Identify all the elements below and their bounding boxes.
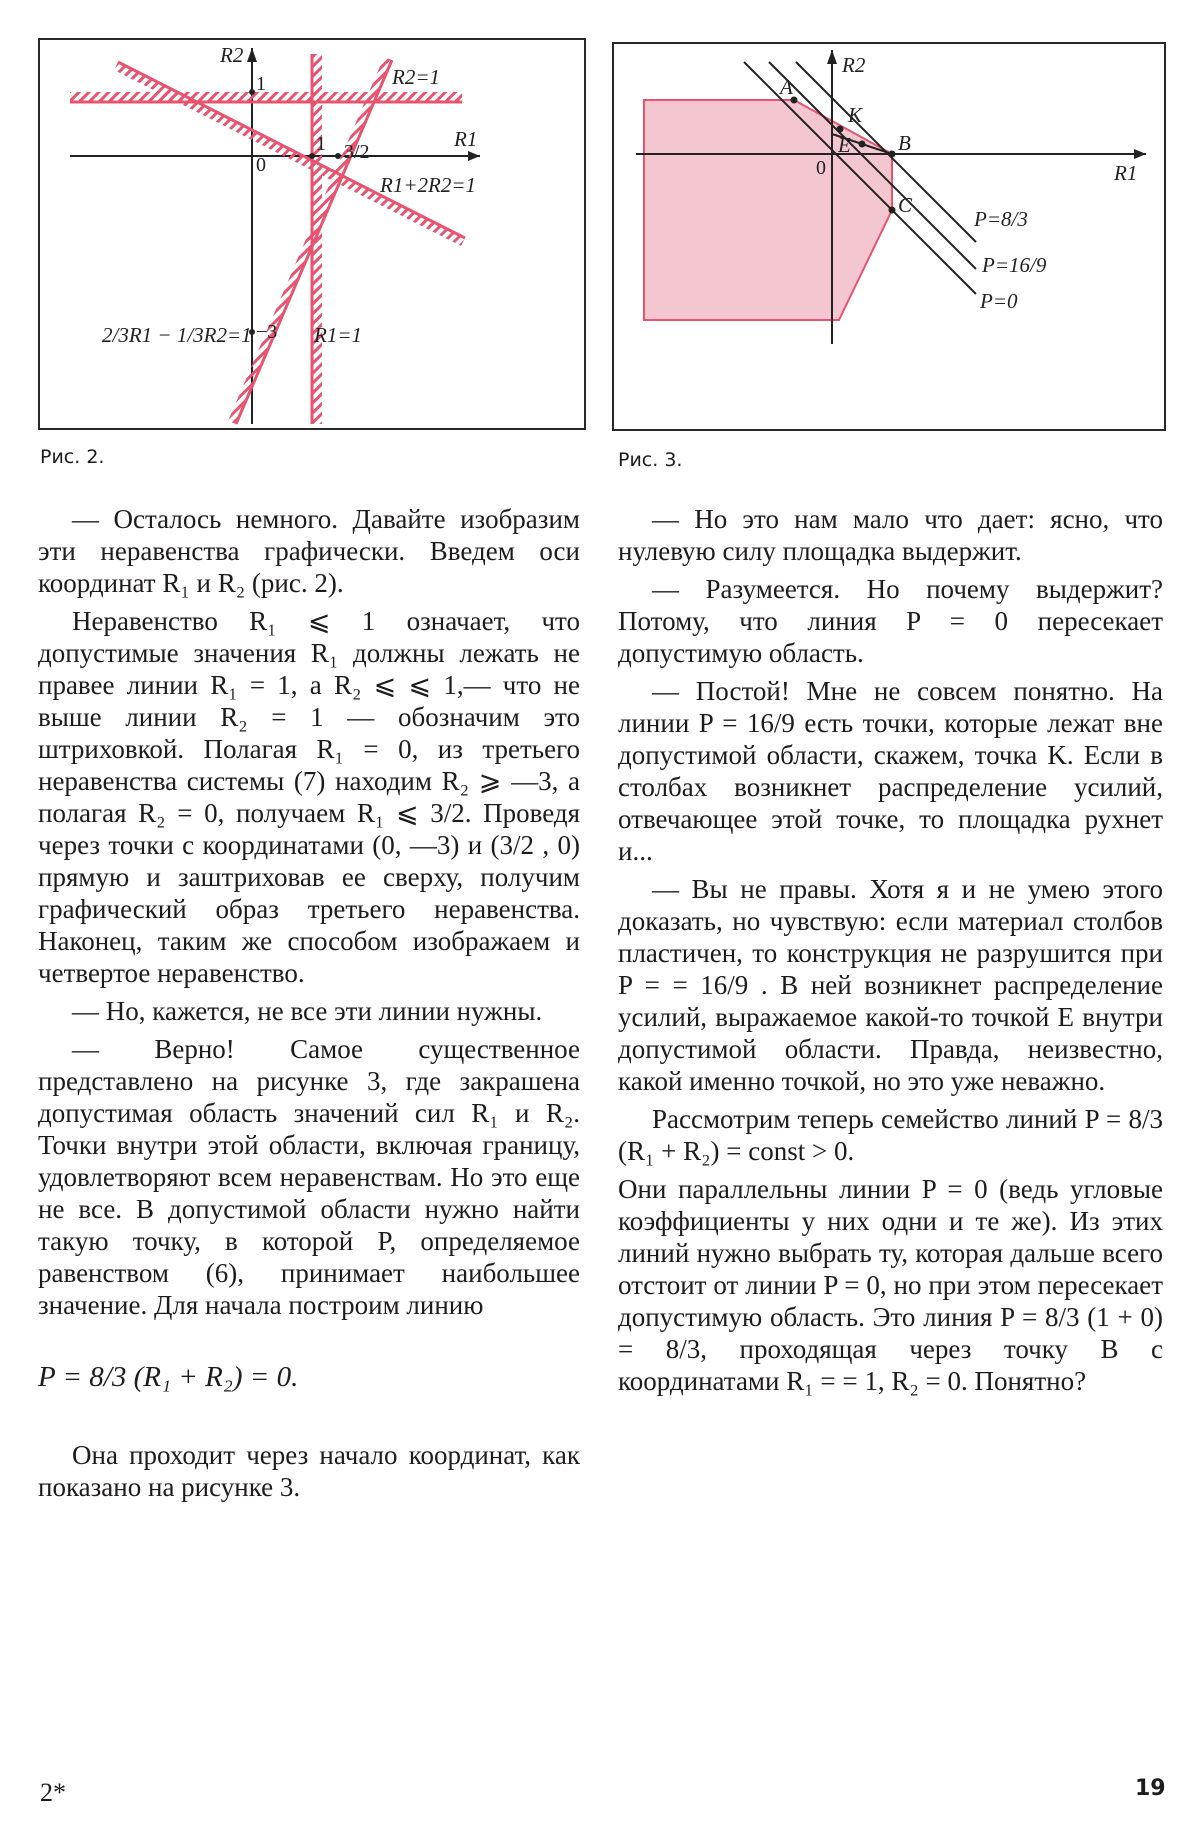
point-c xyxy=(889,207,896,214)
label-line-third: 2/3R1 − 1/3R2=1 xyxy=(102,323,252,347)
r1-axis-arrow-icon xyxy=(1134,149,1146,159)
label-point-c: C xyxy=(898,193,913,217)
label-tick-r1-three-half: 3/2 xyxy=(344,141,370,163)
label-point-e: E xyxy=(838,133,851,157)
figure-2-caption: Рис. 2. xyxy=(40,446,105,468)
label-origin: 0 xyxy=(816,157,826,179)
r1-axis-arrow-icon xyxy=(468,151,480,161)
formula-p-zero: P = 8/3 (R₁ + R₂) = 0. xyxy=(38,1361,299,1393)
right-column xyxy=(618,503,1163,1403)
page-number: 19 xyxy=(1135,1776,1166,1801)
left-paragraph-4: — Верно! Самое существенное представлено на рисунке 3, где закрашена допустимая область значений сил R₁ и R₂. Точки внутри этой области, включая границу, удовлетворяют всем неравенствам. Но это еще не все. В допустимой области нужно найти такую точку, в которой P, определяемое равенством (6), принимает наибольшее значение. Для начала построим линию xyxy=(38,1034,580,1320)
right-paragraph-5: Рассмотрим теперь семейство линий P = 8/3 (R₁ + R₂) = const > 0. xyxy=(618,1104,1163,1166)
point-e xyxy=(859,141,866,148)
right-paragraph-6: Они параллельны линии P = 0 (ведь угловые коэффициенты у них одни и те же). Из этих линий нужно выбрать ту, которая дальше всего отстоит от линии P = 0, но при этом пересекает допустимую область. Это линия P = 8/3 (1 + 0) = 8/3, проходящая через точку B с координатами R₁ = = 1, R₂ = 0. Понятно? xyxy=(618,1174,1163,1396)
tick-r1-one xyxy=(309,153,315,159)
label-origin: 0 xyxy=(256,154,266,176)
right-paragraph-2: — Разумеется. Но почему выдержит? Потому, что линия P = 0 пересекает допустимую область. xyxy=(618,574,1163,668)
r2-axis-arrow-icon xyxy=(827,50,837,64)
label-line-r1-plus-2r2: R1+2R2=1 xyxy=(380,173,476,197)
figure-3-caption: Рис. 3. xyxy=(618,449,683,471)
left-paragraph-1: — Осталось немного. Давайте изобразим эти неравенства графически. Введем оси координат R₁ и R₂ (рис. 2). xyxy=(38,504,580,598)
figure-2 xyxy=(38,38,586,430)
point-b xyxy=(889,151,896,158)
label-r2-axis: R2 xyxy=(220,43,244,67)
label-line-p-0: P=0 xyxy=(980,289,1018,313)
label-tick-r1-one: 1 xyxy=(316,133,326,155)
label-point-k: K xyxy=(848,103,863,127)
tick-r1-three-half xyxy=(335,153,341,159)
left-column xyxy=(38,503,580,1509)
left-paragraph-2: Неравенство R₁ ⩽ 1 означает, что допустимые значения R₁ должны лежать не правее линии R₁ = 1, а R₂ ⩽ ⩽ 1,— что не выше линии R₂ = 1 — обозначим это штриховкой. Полагая R₁ = 0, из третьего неравенства системы (7) находим R₂ ⩾ —3, а полагая R₂ = 0, получаем R₁ ⩽ 3/2. Проведя через точки с координатами (0, —3) и (3/2 , 0) прямую и заштриховав ее сверху, получим графический образ третьего неравенства. Наконец, таким же способом изображаем и четвертое неравенство. xyxy=(38,606,580,988)
label-r1-axis: R1 xyxy=(454,127,478,151)
figure-3-graph xyxy=(614,44,1164,429)
left-paragraph-5: Она проходит через начало координат, как показано на рисунке 3. xyxy=(38,1440,580,1502)
label-point-b: B xyxy=(898,131,911,155)
figure-3 xyxy=(612,42,1166,431)
point-k xyxy=(837,126,844,133)
hatch-r1-plus-2r2 xyxy=(114,62,465,246)
figure-2-graph xyxy=(40,40,584,428)
label-tick-r2-minus-three: −3 xyxy=(256,321,278,343)
right-paragraph-4: — Вы не правы. Хотя я и не умею этого доказать, но чувствую: если материал столбов пластичен, то конструкция не разрушится при P = = 16/9 . В ней возникнет распределение усилий, выражаемое какой-то точкой E внутри допустимой области. Правда, неизвестно, какой именно точкой, но это уже неважно. xyxy=(618,874,1163,1096)
tick-r2-one xyxy=(249,89,255,95)
label-line-p-16-9: P=16/9 xyxy=(982,253,1047,277)
label-r1-axis: R1 xyxy=(1114,161,1138,185)
label-line-r2-eq-1: R2=1 xyxy=(392,65,440,89)
right-paragraph-3: — Постой! Мне не совсем понятно. На линии P = 16/9 есть точки, которые лежат вне допустимой области, скажем, точка K. Если в столбах возникнет распределение усилий, отвечающее этой точке, то площадка рухнет и... xyxy=(618,676,1163,866)
label-point-a: A xyxy=(780,75,793,99)
label-tick-r2-one: 1 xyxy=(256,73,266,95)
left-paragraph-3: — Но, кажется, не все эти линии нужны. xyxy=(72,996,543,1026)
label-line-p-8-3: P=8/3 xyxy=(974,207,1028,231)
label-line-r1-eq-1: R1=1 xyxy=(314,323,362,347)
r2-axis-arrow-icon xyxy=(247,48,257,62)
feasible-region xyxy=(644,100,892,320)
label-r2-axis: R2 xyxy=(842,53,866,77)
signature-mark: 2* xyxy=(40,1778,66,1807)
right-paragraph-1: — Но это нам мало что дает: ясно, что нулевую силу площадка выдержит. xyxy=(618,504,1163,566)
